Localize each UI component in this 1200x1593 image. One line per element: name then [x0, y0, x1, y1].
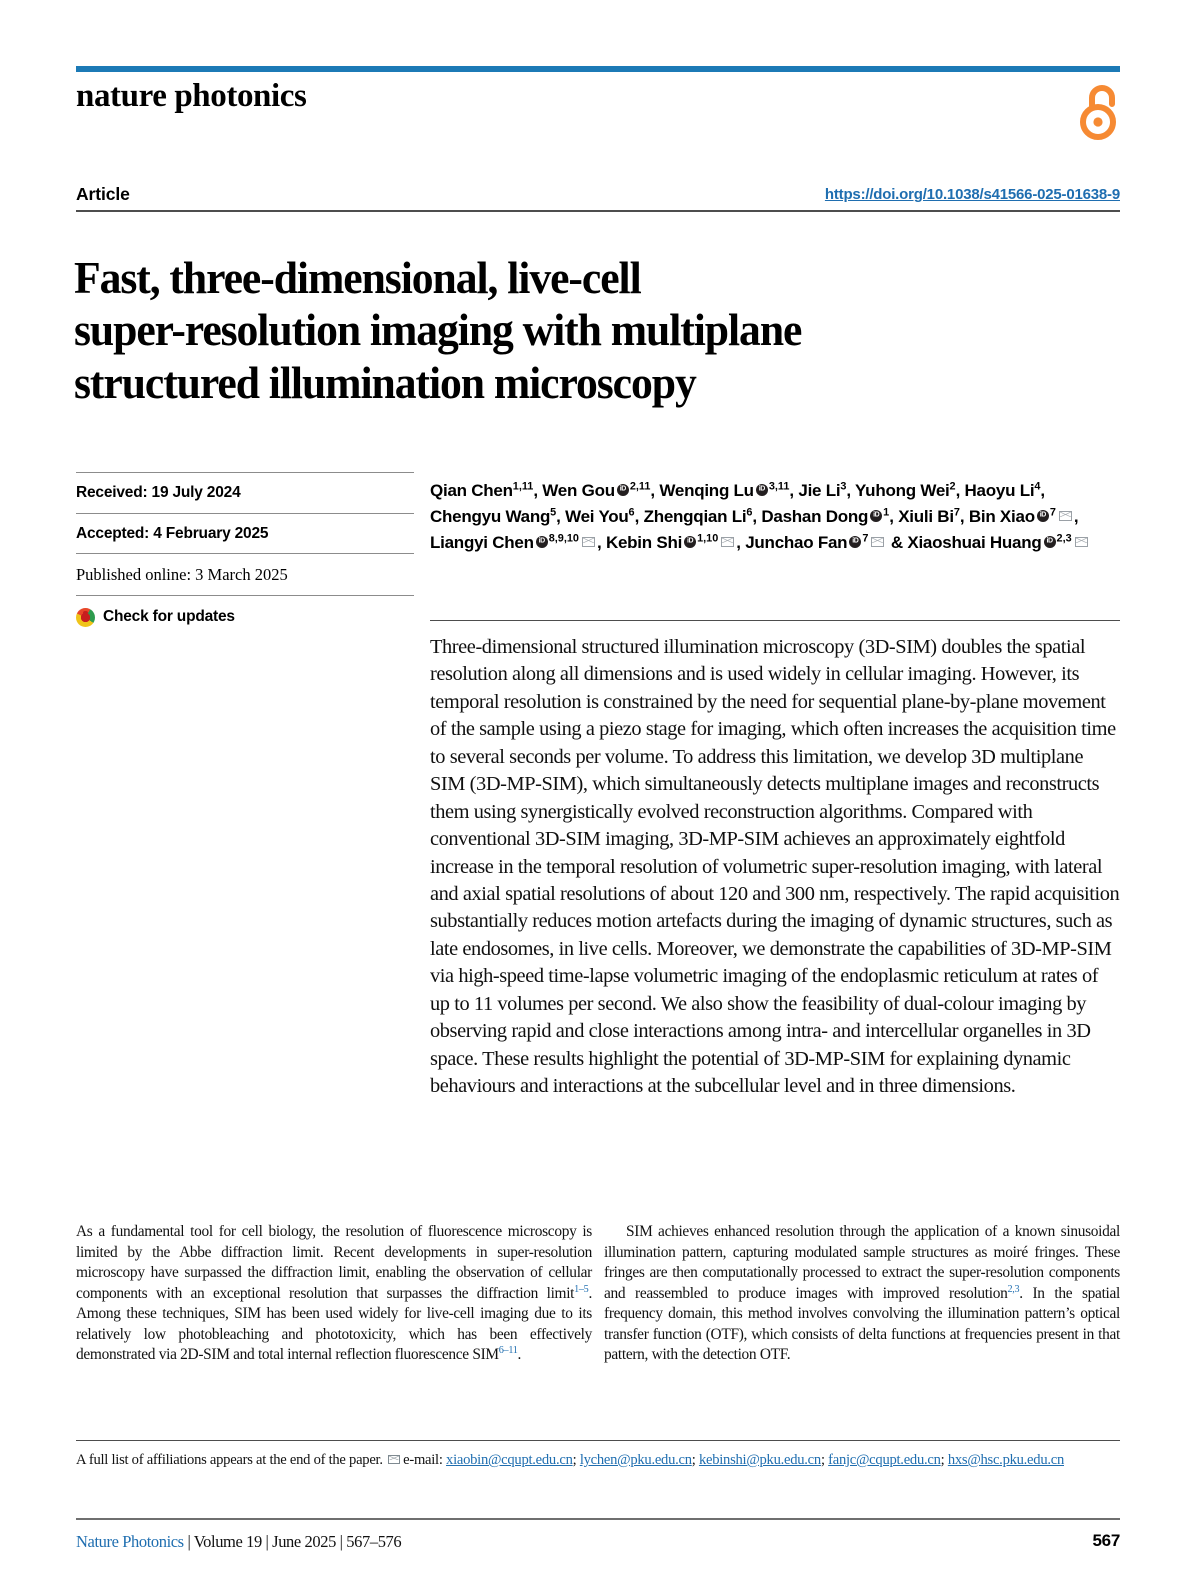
author-separator: , — [596, 532, 606, 552]
open-access-lock-icon — [1080, 84, 1120, 140]
author-entry — [745, 533, 886, 552]
author-name: Junchao Fan — [745, 532, 848, 552]
email-link[interactable]: fanjc@cqupt.edu.cn — [828, 1452, 941, 1468]
published-date: Published online: 3 March 2025 — [76, 565, 288, 585]
body-text-5: . In the spatial frequency domain, this method involves convolving the illumination pattern’s optical transfer function (OTF), which consists of delta functions at frequencies present in that pattern, with the detection OTF. — [604, 1284, 1120, 1364]
author-entry — [542, 481, 650, 500]
footer-divider — [76, 1518, 1120, 1520]
author-name: Jie Li — [798, 481, 841, 500]
orcid-icon[interactable] — [684, 536, 696, 548]
body-column-right — [604, 1222, 1120, 1366]
reference-marker[interactable]: 1–5 — [574, 1283, 589, 1295]
intro-paragraph-left — [76, 1222, 592, 1366]
author-name: Wei You — [565, 506, 629, 526]
received-date: Received: 19 July 2024 — [76, 484, 241, 501]
article-type-label: Article — [76, 184, 130, 204]
orcid-icon[interactable] — [1044, 536, 1056, 548]
affiliation-marker[interactable]: 6 — [628, 506, 635, 519]
body-text-3: . — [517, 1346, 522, 1364]
author-separator: , — [846, 481, 856, 500]
title-line-3: structured illumination microscopy — [74, 357, 696, 408]
body-text-1: As a fundamental tool for cell biology, the resolution of fluorescence microscopy is limited by the Abbe diffraction limit. Recent developments in super-resolution microscopy have surpassed the diffraction limit, enabling the observation of cellular components with an exceptional resolution that surpasses the diffraction limit — [76, 1223, 592, 1302]
affiliation-text: A full list of affiliations appears at the end of the paper. — [76, 1452, 387, 1468]
author-name: Bin Xiao — [968, 506, 1035, 526]
author-separator: , — [752, 506, 762, 526]
orcid-icon[interactable] — [617, 484, 629, 496]
email-separator: ; — [940, 1452, 948, 1468]
affiliation-marker[interactable]: 7 — [862, 532, 869, 544]
affiliation-divider — [76, 1440, 1120, 1441]
reference-marker[interactable]: 6–11 — [498, 1345, 518, 1357]
affiliation-marker[interactable]: 4 — [1034, 480, 1041, 493]
author-separator: , — [556, 506, 566, 526]
author-entry — [565, 507, 635, 526]
page-number: 567 — [1092, 1531, 1120, 1550]
email-link[interactable]: xiaobin@cqupt.edu.cn — [446, 1452, 573, 1468]
envelope-icon[interactable] — [1075, 537, 1088, 547]
affiliation-marker[interactable]: 7 — [953, 506, 960, 519]
author-separator: , — [889, 506, 899, 526]
reference-marker[interactable]: 2,3 — [1007, 1283, 1020, 1295]
author-separator: , — [736, 532, 746, 552]
masthead-accent-rule — [76, 66, 1120, 72]
author-separator: , — [634, 506, 644, 526]
author-name: Xiuli Bi — [898, 506, 954, 526]
author-entry — [659, 481, 789, 500]
affiliation-marker[interactable]: 3 — [840, 480, 847, 493]
intro-paragraph-right — [604, 1222, 1120, 1366]
footer-journal-name[interactable]: Nature Photonics — [76, 1532, 184, 1551]
author-name: Xiaoshuai Huang — [907, 532, 1042, 552]
author-entry — [898, 507, 960, 526]
email-link[interactable]: lychen@pku.edu.cn — [579, 1452, 692, 1468]
journal-citation — [76, 1532, 401, 1552]
orcid-icon[interactable] — [536, 536, 548, 548]
author-name: Qian Chen — [430, 481, 513, 500]
envelope-icon[interactable] — [1059, 511, 1072, 521]
author-name: Haoyu Li — [964, 481, 1035, 500]
affiliation-note — [76, 1450, 1122, 1471]
author-separator: , — [959, 506, 969, 526]
accepted-date: Accepted: 4 February 2025 — [76, 524, 269, 542]
affiliation-marker[interactable]: 7 — [1049, 506, 1056, 519]
header-divider — [76, 210, 1120, 212]
abstract-divider — [430, 620, 1120, 621]
affiliation-marker[interactable]: 6 — [746, 506, 753, 519]
author-separator: , — [650, 481, 660, 500]
orcid-icon[interactable] — [849, 536, 861, 548]
author-separator: , — [1073, 506, 1079, 526]
email-label: e-mail: — [403, 1452, 447, 1468]
check-for-updates-button[interactable] — [76, 596, 414, 627]
author-separator: , — [533, 481, 543, 500]
author-entry — [430, 507, 556, 526]
author-entry — [907, 533, 1089, 552]
author-name: Yuhong Wei — [855, 481, 950, 500]
affiliation-marker[interactable]: 1 — [883, 506, 890, 519]
title-line-2: super-resolution imaging with multiplane — [74, 305, 802, 356]
author-name: Wen Gou — [542, 481, 615, 500]
envelope-icon[interactable] — [871, 537, 884, 547]
affiliation-marker[interactable]: 2 — [949, 480, 956, 493]
author-name: Liangyi Chen — [430, 532, 534, 552]
author-entry — [855, 481, 956, 500]
author-separator: , — [789, 481, 799, 500]
crossmark-icon — [76, 608, 95, 627]
affiliation-marker[interactable]: 1,10 — [697, 532, 719, 544]
author-entry — [969, 507, 1074, 526]
email-separator: ; — [572, 1452, 580, 1468]
author-name: Dashan Dong — [761, 506, 869, 526]
affiliation-marker[interactable]: 2,3 — [1056, 532, 1072, 544]
author-entry — [965, 481, 1041, 500]
email-separator: ; — [691, 1452, 699, 1468]
journal-logo: nature photonics — [76, 78, 307, 114]
author-separator: & — [886, 532, 908, 552]
author-name: Zhengqian Li — [643, 506, 747, 526]
author-entry — [798, 481, 846, 500]
orcid-icon[interactable] — [1037, 510, 1049, 522]
author-entry — [761, 507, 889, 526]
author-entry — [606, 533, 736, 552]
affiliation-marker[interactable]: 1,11 — [512, 480, 534, 493]
title-line-1: Fast, three-dimensional, live-cell — [74, 253, 641, 304]
abstract: Three-dimensional structured illumination microscopy (3D-SIM) doubles the spatial resolution along all dimensions and is used widely in cellular imaging. However, its temporal resolution is constrained by the need for sequential plane-by-plane movement of the sample using a piezo stage for imaging, which often increases the acquisition time to several seconds per volume. To address this limitation, we develop 3D multiplane SIM (3D-MP-SIM), which simultaneously detects multiplane images and reconstructs them using synergistically evolved reconstruction algorithms. Compared with conventional 3D-SIM imaging, 3D-MP-SIM achieves an approximately eightfold increase in the temporal resolution of volumetric super-resolution imaging, with lateral and axial spatial resolutions of about 120 and 300 nm, respectively. The rapid acquisition substantially reduces motion artefacts during the imaging of dynamic structures, such as late endosomes, in live cells. Moreover, we demonstrate the capabilities of 3D-MP-SIM via high-speed time-lapse volumetric imaging of the endoplasmic reticulum at rates of up to 11 volumes per second. We also show the feasibility of dual-colour imaging by observing rapid and close interactions among intra- and intercellular organelles in 3D space. These results highlight the potential of 3D-MP-SIM for explaining dynamic behaviours and interactions at the subcellular level and in three dimensions. — [430, 636, 1120, 1097]
email-separator: ; — [820, 1452, 829, 1468]
author-name: Kebin Shi — [605, 532, 683, 552]
doi-link[interactable]: https://doi.org/10.1038/s41566-025-01638-9 — [824, 186, 1120, 203]
affiliation-marker[interactable]: 3,11 — [768, 480, 790, 493]
page-title — [74, 252, 1044, 409]
email-link[interactable]: hxs@hsc.pku.edu.cn — [947, 1452, 1064, 1468]
author-entry — [430, 533, 597, 552]
orcid-icon[interactable] — [756, 484, 768, 496]
check-for-updates-label: Check for updates — [103, 608, 235, 626]
footer-citation-detail: | Volume 19 | June 2025 | 567–576 — [183, 1532, 402, 1551]
affiliation-marker[interactable]: 8,9,10 — [548, 532, 579, 544]
author-separator: , — [955, 481, 965, 500]
affiliation-marker[interactable]: 5 — [550, 506, 557, 519]
publication-history — [76, 472, 414, 627]
body-text-2: . Among these techniques, SIM has been used widely for live-cell imaging due to its relatively low photobleaching and phototoxicity, which has been effectively demonstrated via 2D-SIM and total internal reflection fluorescence SIM — [76, 1284, 592, 1364]
author-separator: , — [1040, 481, 1045, 500]
body-column-left — [76, 1222, 592, 1366]
envelope-icon[interactable] — [721, 537, 734, 547]
orcid-icon[interactable] — [870, 510, 882, 522]
email-link[interactable]: kebinshi@pku.edu.cn — [698, 1452, 821, 1468]
author-list — [430, 478, 1120, 555]
affiliation-marker[interactable]: 2,11 — [629, 480, 651, 493]
author-name: Wenqing Lu — [659, 481, 754, 500]
author-entry — [644, 507, 753, 526]
author-entry — [430, 481, 533, 500]
author-name: Chengyu Wang — [430, 506, 551, 526]
envelope-icon — [388, 1455, 400, 1464]
body-text-4: SIM achieves enhanced resolution through the application of a known sinusoidal illumination pattern, capturing modulated sample structures as moiré fringes. These fringes are then computationally processed to extract the super-resolution components and reassembled to produce images with improved resolution — [604, 1223, 1120, 1302]
envelope-icon[interactable] — [582, 537, 595, 547]
